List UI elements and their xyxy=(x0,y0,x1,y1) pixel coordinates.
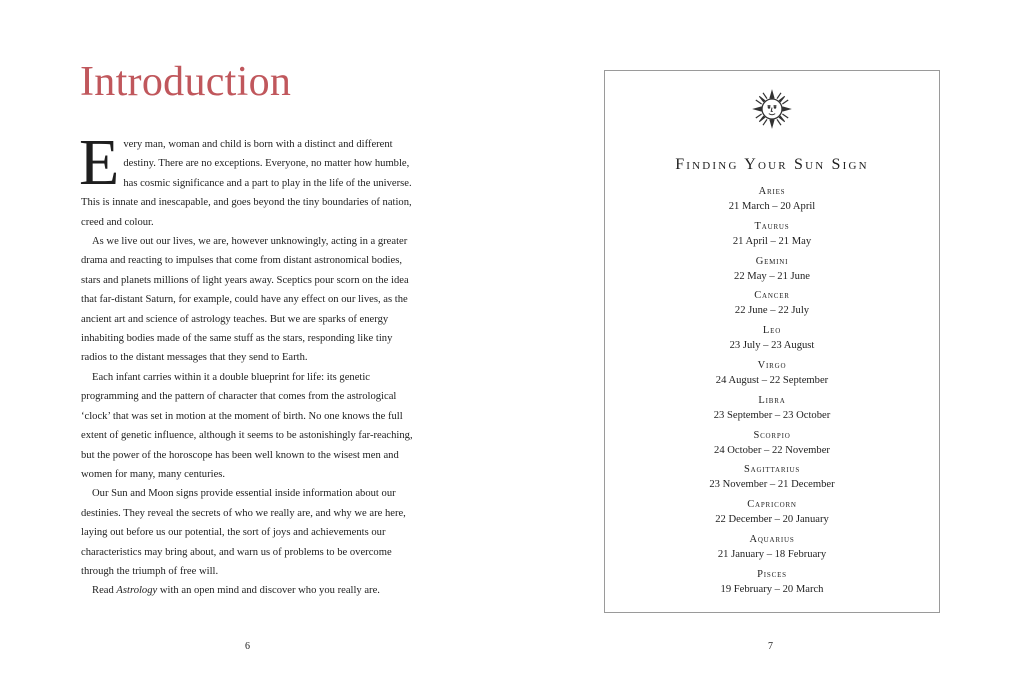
paragraph-5 xyxy=(81,581,417,600)
paragraph-4: Our Sun and Moon signs provide essential inside information about our destinies. They reveal the secrets of who we really are, and why we are here, laying out before us our potential, the sort of joys and achievements our characteristics may bring about, and warn us of problems to be overcome through the triumph of free will. xyxy=(81,488,406,577)
sun-sign-heading: Finding Your Sun Sign xyxy=(675,156,869,173)
sign-entry-cancer xyxy=(605,289,939,324)
sign-dates: 21 March – 20 April xyxy=(728,201,816,212)
sign-name: Pisces xyxy=(757,568,787,580)
sign-dates: 22 May – 21 June xyxy=(734,270,810,282)
sign-name: Gemini xyxy=(755,255,789,267)
sign-dates: 21 April – 21 May xyxy=(732,235,812,247)
introduction-body xyxy=(79,126,417,601)
sign-dates: 21 January – 18 February xyxy=(717,548,827,560)
sign-dates: 23 July – 23 August xyxy=(729,340,815,352)
sign-name: Cancer xyxy=(754,290,790,302)
sign-entry-pisces xyxy=(605,568,939,603)
sign-entry-scorpio xyxy=(605,429,939,464)
paragraph-1 xyxy=(79,126,417,232)
sign-entry-sagittarius xyxy=(605,463,939,498)
sign-name: Virgo xyxy=(757,359,787,371)
sign-dates: 23 September – 23 October xyxy=(713,409,831,421)
sign-dates: 22 December – 20 January xyxy=(715,514,829,526)
sign-name: Capricorn xyxy=(747,499,797,511)
sign-entry-taurus xyxy=(605,220,939,255)
sign-name: Aries xyxy=(758,186,786,197)
sign-name: Aquarius xyxy=(749,533,795,545)
sun-sign-box xyxy=(604,70,940,613)
drop-cap: E xyxy=(79,126,120,199)
sign-entry-virgo xyxy=(605,359,939,394)
page-number-right: 7 xyxy=(768,641,773,652)
sign-dates: 24 August – 22 September xyxy=(715,374,829,386)
sun-face-icon xyxy=(752,89,792,129)
right-page xyxy=(510,0,1020,690)
sign-entry-capricorn xyxy=(605,498,939,533)
paragraph-3: Each infant carries within it a double blueprint for life: its genetic programming and the pattern of character that comes from the astrological ‘clock’ that was set in motion at the moment of birth. No one knows the full extent of genetic influence, although it seems to be astonishingly far-reaching, but the power of the horoscope has been well known to the wisest men and women for many, many centuries. xyxy=(81,371,413,480)
sign-entry-gemini xyxy=(605,255,939,290)
sign-name: Libra xyxy=(758,394,786,406)
sign-name: Sagittarius xyxy=(743,464,801,476)
paragraph-5-start: Read xyxy=(92,585,117,597)
sign-dates: 24 October – 22 November xyxy=(714,444,830,456)
sun-sign-list xyxy=(605,185,939,603)
sign-dates: 19 February – 20 March xyxy=(720,583,824,595)
sign-entry-aquarius xyxy=(605,533,939,568)
sign-name: Leo xyxy=(762,325,782,337)
sign-entry-libra xyxy=(605,394,939,429)
book-title-emphasis: Astrology xyxy=(116,585,158,597)
sign-entry-leo xyxy=(605,324,939,359)
paragraph-1-text: very man, woman and child is born with a distinct and different destiny. There are no exceptions. Everyone, no matter how humble, has cosmic significance and a part to play in the life of the universe. This is innate and inescapable, and goes beyond the tiny boundaries of nation, creed and colour. xyxy=(81,139,412,228)
sign-dates: 23 November – 21 December xyxy=(709,479,835,491)
page-title: Introduction xyxy=(80,59,292,105)
paragraph-2: As we live out our lives, we are, however unknowingly, acting in a greater drama and reacting to impulses that come from distant astronomical bodies, stars and planets millions of light years away. Sceptics pour scorn on the idea that far-distant Saturn, for example, could have any effect on our lives, as the ancient art and science of astrology teaches. But we are sparks of energy inhabiting bodies made of the same stuff as the stars, responding like tiny radios to the distant messages that they send to Earth. xyxy=(81,236,409,364)
page-number-left: 6 xyxy=(245,641,250,652)
sign-name: Scorpio xyxy=(753,429,791,441)
sign-dates: 22 June – 22 July xyxy=(734,305,810,317)
sign-entry-aries xyxy=(605,185,939,220)
paragraph-5-end: with an open mind and discover who you really are. xyxy=(157,585,380,597)
sign-name: Taurus xyxy=(754,220,790,232)
